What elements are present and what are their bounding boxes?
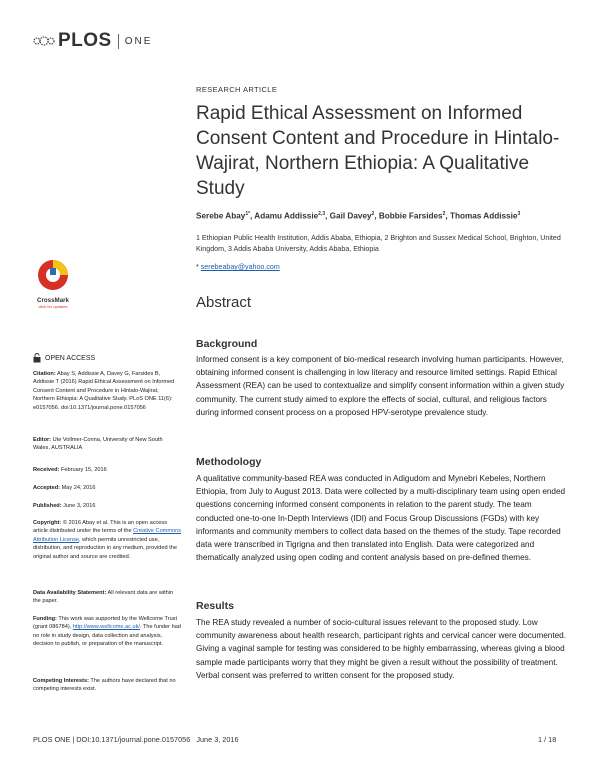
crossmark-label: CrossMark [37, 297, 69, 304]
citation-block [33, 370, 181, 412]
article-type: RESEARCH ARTICLE [196, 85, 278, 94]
accepted-block [33, 484, 181, 492]
methodology-text: A qualitative community-based REA was conducted in Adigudom and Mynebri Kebeles, Northern Ethiopia, from July to August 2013. Data were collected by a multi-disciplinary team using open ended questions concerning informed consent components in relation to the parent study. The team conducted one-to-one In-Depth Interviews (IDI) and Focus Group Discussions (FGDs) with key informants and community members to collect data based on the themes of the study. Tape recorded data were transcribed in Tigrigna and then translated into English. Data were categorized and thematically analyzed using open coding and content analysis based on pre-defined themes. [196, 474, 566, 563]
competing-interests-label: Competing Interests: [33, 678, 89, 684]
author-affiliation-mark: 1* [245, 211, 251, 217]
accepted-label: Accepted: [33, 485, 61, 491]
funding-block [33, 615, 181, 649]
crossmark-badge[interactable] [33, 258, 73, 309]
license-link[interactable]: Creative Commons Attribution License [33, 528, 182, 543]
author-name: Serebe Abay [196, 211, 246, 221]
background-text: Informed consent is a key component of bio-medical research involving human participants. However, obtaining informed consent is challenging in low literacy and resource limited settings. Rapid Ethical Assessment (REA) can be used to contextualize and simplify consent information within a given study community. The current study aimed to explore the effects of social, cultural, and religious factors during informed consent process on a proposed HPV-serotype prevalence study. [196, 355, 565, 417]
author-affiliation-mark: 2 [371, 211, 375, 217]
logo-divider [118, 34, 119, 49]
affiliations: 1 Ethiopian Public Health Institution, Addis Ababa, Ethiopia, 2 Brighton and Sussex Medical School, Brighton, United Kingdom, 3 Addis Ababa University, Addis Ababa, Ethiopia [196, 234, 561, 253]
published-label: Published: [33, 503, 62, 509]
editor-label: Editor: [33, 437, 52, 443]
plos-one-logo[interactable] [33, 30, 152, 52]
author-name: Gail Davey [329, 211, 372, 221]
results-text: The REA study revealed a number of socio-cultural issues relevant to the proposed study. Low community awareness about health research, participant rights and cervical cancer were documented. Giving a vaginal sample for testing was considered to be highly embarrassing, whereas giving a blood sample made participants worry that they might be given a result without the possibility of treatment. Verbal consent was preferred to written consent for the proposed study. [196, 618, 566, 680]
funding-link[interactable]: http://www.wellcome.ac.uk/ [72, 624, 140, 631]
competing-interests-text: The authors have declared that no competing interests exist. [33, 678, 176, 693]
funding-text: This work was supported by the Wellcome Trust (grant 086784), [33, 616, 178, 631]
abstract-heading: Abstract [196, 294, 252, 311]
author-name: Thomas Addissie [449, 211, 518, 221]
footer-citation: PLOS ONE | DOI:10.1371/journal.pone.0157056 June 3, 2016 [33, 735, 239, 744]
editor-text: Ute Vollmer-Conna, University of New South Wales, AUSTRALIA [33, 437, 163, 452]
correspondence-email [196, 263, 280, 271]
published-date: June 3, 2016 [63, 503, 96, 509]
received-label: Received: [33, 467, 60, 473]
email-marker: * [196, 263, 199, 271]
author-affiliation-mark: 2,3 [318, 211, 326, 217]
published-block [33, 502, 181, 510]
citation-text: Abay S, Addissie A, Davey G, Farsides B, Addissie T (2016) Rapid Ethical Assessment on Informed Consent Content and Procedure in Hintalo-Wajirat, Northern Ethiopia: A Qualitative Study. PLoS ONE 11(6): e0157056. doi:10.1371/journal.pone.0157056 [33, 371, 175, 411]
author-list: Serebe Abay$^{1*}$, Adamu Addissie$^{2,3}$, Gail Davey$^2$, Bobbie Farsides$^2$, Thomas Addissie$^3$ [196, 211, 521, 221]
open-access-label: OPEN ACCESS [45, 354, 96, 362]
results-heading: Results [196, 600, 234, 612]
article-title: Rapid Ethical Assessment on Informed Consent Content and Procedure in Hintalo-Wajirat, Northern Ethiopia: A Qualitative Study [196, 103, 560, 199]
received-block [33, 466, 181, 474]
background-heading: Background [196, 338, 258, 350]
copyright-text: © 2016 Abay et al. This is an open access article distributed under the terms of the [33, 520, 167, 535]
received-date: February 15, 2016 [61, 467, 107, 473]
open-access-badge [33, 353, 95, 363]
citation-label: Citation: [33, 371, 56, 377]
funding-text-cont: . The funder had no role in study design, data collection and analysis, decision to publish, or preparation of the manuscript. [33, 624, 181, 648]
journal-subname: ONE [124, 35, 153, 47]
copyright-text-cont: , which permits unrestricted use, distribution, and reproduction in any medium, provided the original author and source are credited. [33, 536, 177, 560]
author-name: Bobbie Farsides [378, 211, 443, 221]
data-availability-block [33, 589, 181, 606]
methodology-heading: Methodology [196, 456, 262, 468]
page-number: 1 / 18 [538, 735, 557, 744]
competing-interests-block [33, 677, 181, 694]
copyright-label: Copyright: [33, 520, 62, 526]
author-affiliation-mark: 3 [517, 211, 521, 217]
editor-block [33, 436, 181, 453]
funding-label: Funding: [33, 616, 57, 622]
plos-logo-icon [33, 32, 55, 50]
copyright-block [33, 519, 181, 561]
email-link[interactable]: serebeabay@yahoo.com [200, 263, 280, 271]
open-lock-icon [33, 353, 41, 363]
data-availability-label: Data Availability Statement: [33, 590, 107, 596]
author-name: Adamu Addissie [254, 211, 319, 221]
data-availability-text: All relevant data are within the paper. [33, 590, 174, 605]
accepted-date: May 24, 2016 [61, 485, 96, 491]
journal-name: PLOS [58, 30, 112, 51]
crossmark-icon [33, 258, 73, 292]
author-affiliation-mark: 2 [442, 211, 446, 217]
crossmark-sublabel: click for updates [38, 304, 68, 309]
